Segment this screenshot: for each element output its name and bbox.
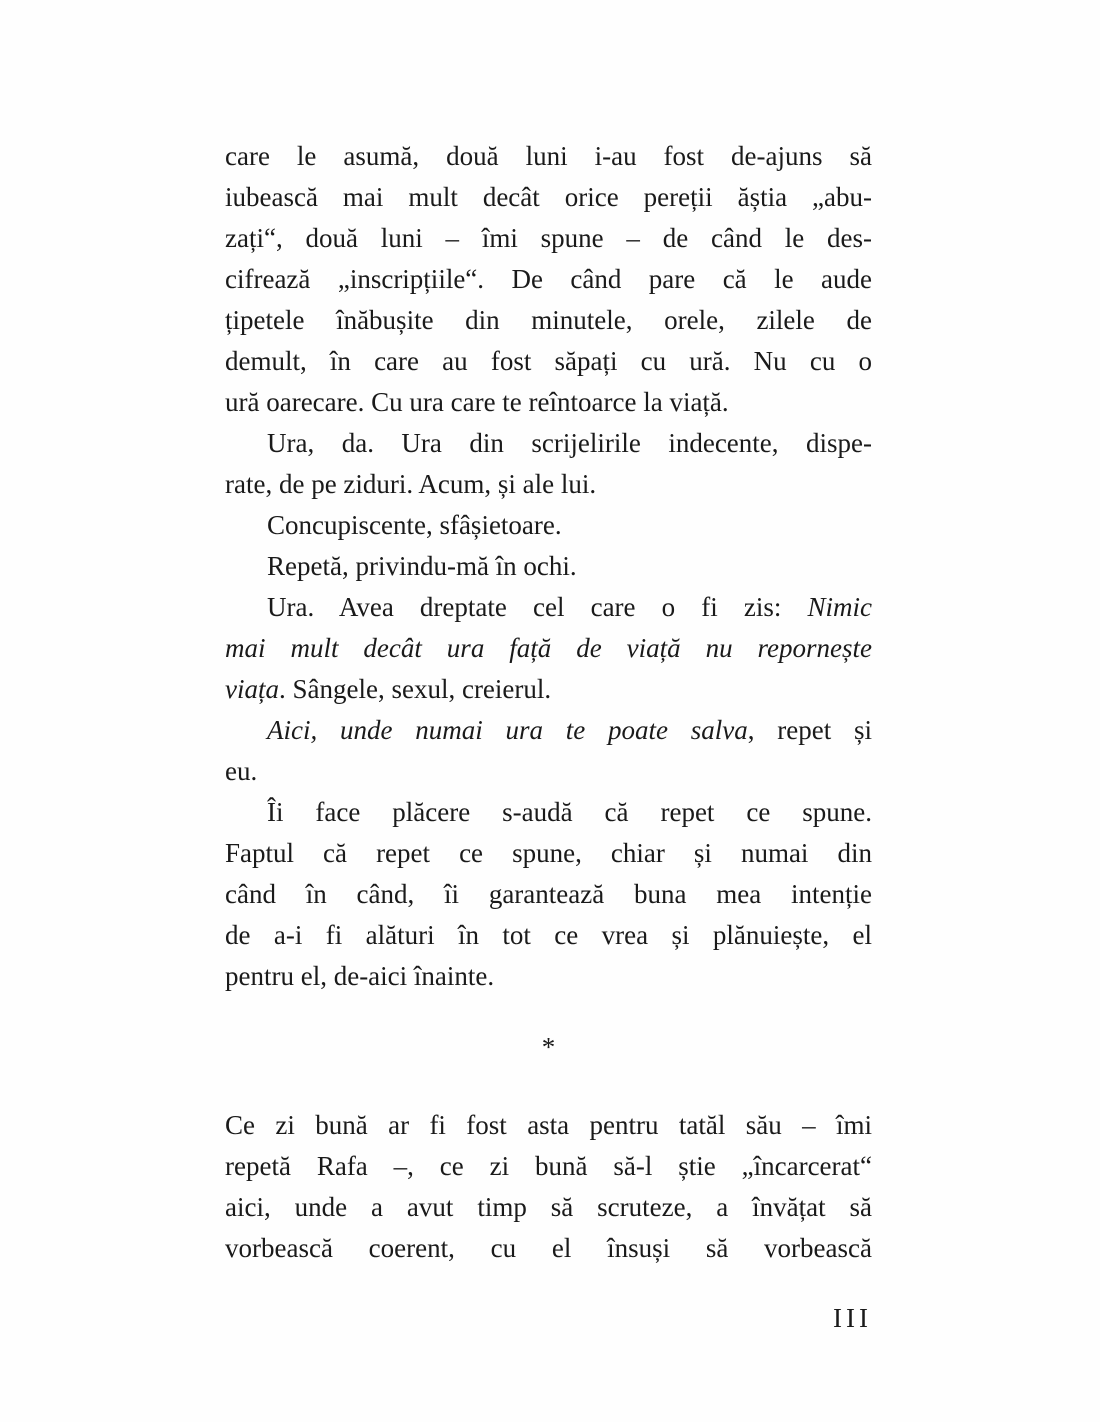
regular-text: zați“, două luni – îmi spune – de când le des-: [225, 223, 872, 253]
text-line: [225, 505, 872, 546]
text-line: [225, 751, 872, 792]
text-line: [225, 1228, 872, 1269]
regular-text: Faptul că repet ce spune, chiar și numai din: [225, 838, 872, 868]
paragraph: [225, 710, 872, 792]
paragraph: [225, 423, 872, 505]
regular-text: țipetele înăbușite din minutele, orele, zilele de: [225, 305, 872, 335]
text-line: [225, 833, 872, 874]
regular-text: demult, în care au fost săpați cu ură. Nu cu o: [225, 346, 872, 376]
text-line: [225, 1105, 872, 1146]
paragraph: [225, 136, 872, 423]
text-line: [225, 136, 872, 177]
paragraph: [225, 1105, 872, 1269]
text-line: [225, 874, 872, 915]
text-line: [225, 382, 872, 423]
section-separator: *: [541, 1032, 556, 1062]
paragraph: [225, 792, 872, 997]
regular-text: , repet și: [747, 715, 872, 745]
regular-text: Îi face plăcere s-audă că repet ce spune.: [267, 797, 872, 827]
regular-text: Concupiscente, sfâșietoare.: [267, 510, 562, 540]
text-line: [225, 1187, 872, 1228]
regular-text: cifrează „inscripțiile“. De când pare că le aude: [225, 264, 872, 294]
text-line: [225, 956, 872, 997]
regular-text: când în când, îi garantează buna mea intenție: [225, 879, 872, 909]
paragraph: [225, 587, 872, 710]
italic-text: viața: [225, 674, 279, 704]
paragraph: [225, 505, 872, 546]
regular-text: . Sângele, sexul, creierul.: [279, 674, 552, 704]
text-line: [225, 218, 872, 259]
text-line: [225, 177, 872, 218]
text-line: [225, 587, 872, 628]
regular-text: vorbească coerent, cu el însuși să vorbească: [225, 1233, 872, 1263]
text-line: [225, 341, 872, 382]
text-line: [225, 710, 872, 751]
text-line: [225, 464, 872, 505]
text-line: [225, 423, 872, 464]
italic-text: Aici, unde numai ura te poate salva: [267, 715, 748, 745]
text-line: [225, 669, 872, 710]
paragraph: [225, 546, 872, 587]
text-line: [225, 628, 872, 669]
regular-text: care le asumă, două luni i-au fost de-ajuns să: [225, 141, 872, 171]
regular-text: pentru el, de-aici înainte.: [225, 961, 495, 991]
text-line: [225, 1146, 872, 1187]
text-line: [225, 915, 872, 956]
text-line: [225, 300, 872, 341]
regular-text: eu.: [225, 756, 258, 786]
regular-text: Repetă, privindu-mă în ochi.: [267, 551, 577, 581]
regular-text: repetă Rafa –, ce zi bună să-l știe „încarcerat“: [225, 1151, 872, 1181]
regular-text: rate, de pe ziduri. Acum, și ale lui.: [225, 469, 597, 499]
page-number: III: [833, 1303, 872, 1333]
regular-text: aici, unde a avut timp să scruteze, a învățat să: [225, 1192, 872, 1222]
text-line: [225, 546, 872, 587]
regular-text: de a-i fi alături în tot ce vrea și plănuiește, el: [225, 920, 872, 950]
italic-text: mai mult decât ura față de viață nu repornește: [225, 633, 872, 663]
regular-text: iubească mai mult decât orice pereții ăștia „abu-: [225, 182, 872, 212]
text-line: [225, 792, 872, 833]
regular-text: Ce zi bună ar fi fost asta pentru tatăl său – îmi: [225, 1110, 872, 1140]
regular-text: ură oarecare. Cu ura care te reîntoarce la viață.: [225, 387, 729, 417]
text-line: [225, 259, 872, 300]
text-body: [225, 136, 872, 1269]
italic-text: Nimic: [807, 592, 872, 622]
regular-text: Ura. Avea dreptate cel care o fi zis:: [267, 592, 808, 622]
regular-text: Ura, da. Ura din scrijelirile indecente, dispe-: [267, 428, 872, 458]
